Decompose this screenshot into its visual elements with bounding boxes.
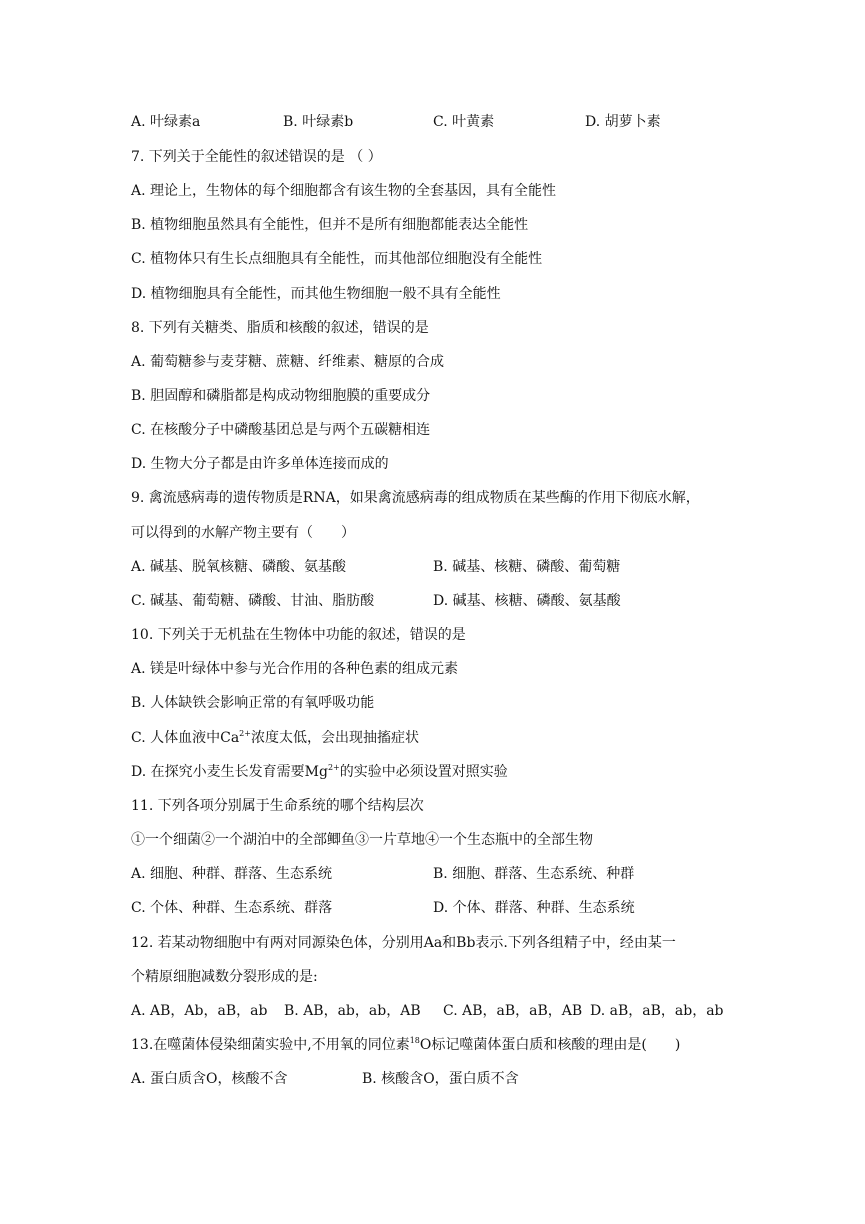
q12-stem-line2: 个精原细胞减数分裂形成的是: bbox=[131, 969, 318, 985]
q7-stem: 7. 下列关于全能性的叙述错误的是 （ ） bbox=[131, 149, 382, 165]
q8-option-c: C. 在核酸分子中磷酸基团总是与两个五碳糖相连 bbox=[131, 422, 431, 438]
q8-option-b: B. 胆固醇和磷脂都是构成动物细胞膜的重要成分 bbox=[131, 388, 431, 404]
q7-option-a: A. 理论上，生物体的每个细胞都含有该生物的全套基因，具有全能性 bbox=[131, 183, 557, 199]
q11-option-d: D. 个体、群落、种群、生态系统 bbox=[433, 900, 635, 916]
q11-option-a: A. 细胞、种群、群落、生态系统 bbox=[131, 866, 333, 882]
q13-stem-superscript: 18 bbox=[409, 1036, 420, 1045]
q8-option-d: D. 生物大分子都是由许多单体连接而成的 bbox=[131, 456, 389, 472]
q8-option-a: A. 葡萄糖参与麦芽糖、蔗糖、纤维素、糖原的合成 bbox=[131, 354, 445, 370]
q10-stem: 10. 下列关于无机盐在生物体中功能的叙述，错误的是 bbox=[131, 627, 466, 643]
q11-option-b: B. 细胞、群落、生态系统、种群 bbox=[433, 866, 635, 882]
q13-option-a: A. 蛋白质含O，核酸不含 bbox=[131, 1071, 288, 1087]
q10-option-c-text-1: C. 人体血液中Ca bbox=[131, 730, 240, 746]
q9-option-b: B. 碱基、核糖、磷酸、葡萄糖 bbox=[433, 559, 621, 575]
q10-option-d bbox=[131, 762, 508, 782]
q12-option-b: B. AB，ab，ab，AB bbox=[284, 1003, 421, 1019]
q12-option-d: D. aB，aB，ab，ab bbox=[590, 1003, 724, 1019]
q11-option-c: C. 个体、种群、生态系统、群落 bbox=[131, 900, 333, 916]
q12-stem-line1: 12. 若某动物细胞中有两对同源染色体，分别用Aa和Bb表示.下列各组精子中，经由某一 bbox=[131, 935, 676, 951]
q9-option-c: C. 碱基、葡萄糖、磷酸、甘油、脂肪酸 bbox=[131, 593, 375, 609]
q10-option-c-text-2: 浓度太低，会出现抽搐症状 bbox=[250, 730, 419, 746]
q6-option-a: A. 叶绿素a bbox=[131, 114, 201, 130]
q6-option-d: D. 胡萝卜素 bbox=[585, 114, 661, 130]
q13-option-b: B. 核酸含O，蛋白质不含 bbox=[362, 1071, 519, 1087]
q7-option-b: B. 植物细胞虽然具有全能性，但并不是所有细胞都能表达全能性 bbox=[131, 217, 529, 233]
q10-option-d-text-1: D. 在探究小麦生长发育需要Mg bbox=[131, 764, 328, 780]
q12-option-c: C. AB，aB，aB，AB bbox=[443, 1003, 583, 1019]
q9-option-d: D. 碱基、核糖、磷酸、氨基酸 bbox=[433, 593, 621, 609]
q10-option-c-superscript: 2+ bbox=[239, 729, 251, 738]
q10-option-c bbox=[131, 728, 419, 748]
q6-option-b: B. 叶绿素b bbox=[283, 114, 354, 130]
q9-stem-line1: 9. 禽流感病毒的遗传物质是RNA，如果禽流感病毒的组成物质在某些酶的作用下彻底水解， bbox=[131, 490, 700, 506]
q12-option-a: A. AB，Ab，aB，ab bbox=[131, 1003, 268, 1019]
q10-option-d-text-2: 的实验中必须设置对照实验 bbox=[339, 764, 508, 780]
q13-stem-text-1: 13.在噬菌体侵染细菌实验中,不用氧的同位素 bbox=[131, 1037, 410, 1053]
q13-stem-text-2: O标记噬菌体蛋白质和核酸的理由是( ) bbox=[419, 1037, 681, 1053]
q11-stem: 11. 下列各项分别属于生命系统的哪个结构层次 bbox=[131, 798, 424, 814]
q8-stem: 8. 下列有关糖类、脂质和核酸的叙述，错误的是 bbox=[131, 320, 429, 336]
q10-option-b: B. 人体缺铁会影响正常的有氧呼吸功能 bbox=[131, 695, 375, 711]
q7-option-d: D. 植物细胞具有全能性，而其他生物细胞一般不具有全能性 bbox=[131, 286, 501, 302]
q7-option-c: C. 植物体只有生长点细胞具有全能性，而其他部位细胞没有全能性 bbox=[131, 251, 543, 267]
q11-items: ①一个细菌②一个湖泊中的全部鲫鱼③一片草地④一个生态瓶中的全部生物 bbox=[131, 832, 593, 848]
q10-option-a: A. 镁是叶绿体中参与光合作用的各种色素的组成元素 bbox=[131, 661, 459, 677]
q10-option-d-superscript: 2+ bbox=[327, 763, 340, 772]
q6-option-c: C. 叶黄素 bbox=[433, 114, 495, 130]
q9-option-a: A. 碱基、脱氧核糖、磷酸、氨基酸 bbox=[131, 559, 347, 575]
q9-stem-line2: 可以得到的水解产物主要有（ ） bbox=[131, 525, 355, 541]
q13-stem bbox=[131, 1035, 680, 1055]
